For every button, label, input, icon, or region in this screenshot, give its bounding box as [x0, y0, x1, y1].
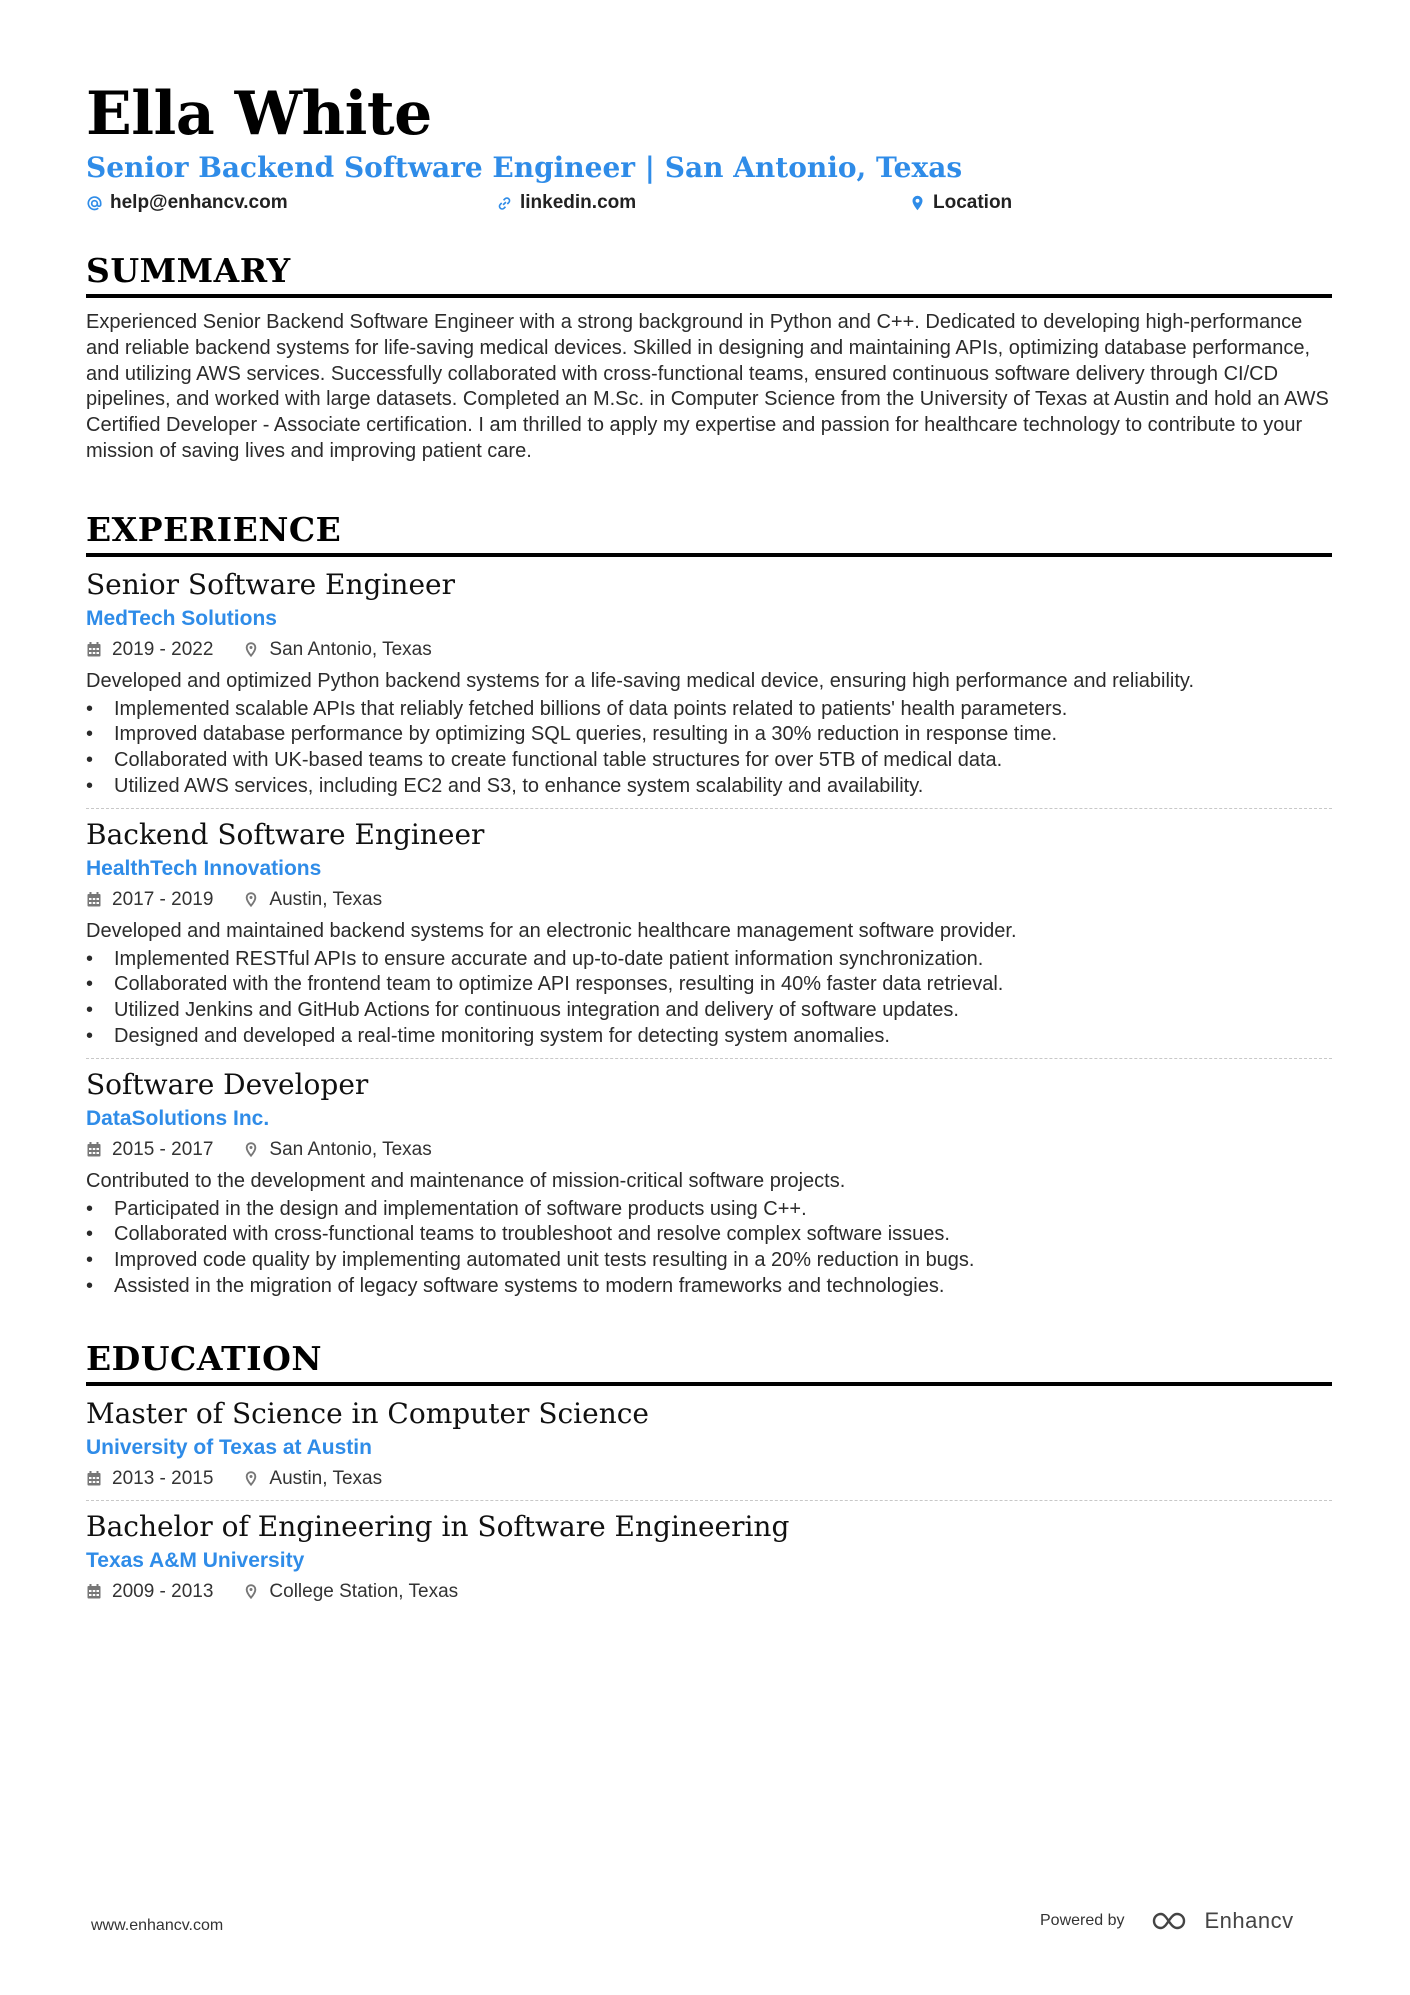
job-bullets [86, 697, 1332, 800]
footer-branding [1040, 1908, 1294, 1934]
resume-content [86, 74, 1332, 1605]
entry-divider [86, 808, 1332, 809]
job-description: Developed and optimized Python backend systems for a life-saving medical device, ensuring high performance and reliability. [86, 669, 1194, 692]
entry-divider [86, 1058, 1332, 1059]
job-dates: 2017 - 2019 [112, 888, 214, 910]
map-pin-icon [243, 1142, 259, 1158]
linkedin-text: linkedin.com [520, 192, 637, 213]
map-pin-icon [243, 1471, 259, 1487]
bullet-item: • Implemented RESTful APIs to ensure accurate and up-to-date patient information synchronization. [86, 947, 1332, 973]
map-pin-icon [243, 1584, 259, 1600]
experience-heading: EXPERIENCE [86, 509, 342, 549]
experience-entry [86, 817, 1332, 1059]
contact-bar [86, 190, 1332, 216]
bullet-item: • Assisted in the migration of legacy software systems to modern frameworks and technologies. [86, 1274, 1332, 1300]
section-divider [86, 553, 1332, 557]
school-name[interactable]: University of Texas at Austin [86, 1435, 372, 1459]
education-entry [86, 1509, 1332, 1605]
bullet-item: • Implemented scalable APIs that reliably fetched billions of data points related to patients' health parameters. [86, 697, 1332, 723]
degree-title: Master of Science in Computer Science [86, 1396, 649, 1430]
experience-entry [86, 1067, 1332, 1300]
map-pin-icon [243, 642, 259, 658]
map-pin-icon [909, 195, 925, 211]
degree-title: Bachelor of Engineering in Software Engineering [86, 1509, 790, 1543]
entry-divider [86, 1500, 1332, 1501]
bullet-item: • Participated in the design and implementation of software products using C++. [86, 1197, 1332, 1223]
summary-text: Experienced Senior Backend Software Engineer with a strong background in Python and C++. Dedicated to developing high-performance and reliable backend systems for life-saving medical devices. Skilled in designing and maintaining APIs, optimizing database performance, and utilizing AWS services. Successfully collaborated with cross-functional teams, ensured continuous software delivery through CI/CD pipelines, and worked with large datasets. Completed an M.Sc. in Computer Science from the University of Texas at Austin and hold an AWS Certified Developer - Associate certification. I am thrilled to apply my expertise and passion for healthcare technology to contribute to your mission of saving lives and improving patient care. [86, 311, 1329, 462]
contact-location [909, 192, 1012, 214]
company-name[interactable]: DataSolutions Inc. [86, 1106, 270, 1130]
job-description: Developed and maintained backend systems for an electronic healthcare management software provider. [86, 919, 1017, 942]
job-description: Contributed to the development and maintenance of mission-critical software projects. [86, 1169, 846, 1192]
company-name[interactable]: HealthTech Innovations [86, 856, 322, 880]
calendar-icon [86, 1584, 102, 1600]
candidate-headline: Senior Backend Software Engineer | San Antonio, Texas [86, 151, 963, 184]
calendar-icon [86, 642, 102, 658]
job-location-text: San Antonio, Texas [269, 1138, 432, 1160]
job-meta [86, 637, 1332, 663]
calendar-icon [86, 1471, 102, 1487]
experience-entry [86, 567, 1332, 809]
bullet-item: • Designed and developed a real-time monitoring system for detecting system anomalies. [86, 1024, 1332, 1050]
at-icon [86, 195, 102, 211]
section-divider [86, 1382, 1332, 1386]
bullet-item: • Utilized AWS services, including EC2 and S3, to enhance system scalability and availability. [86, 774, 1332, 800]
summary-heading: SUMMARY [86, 251, 291, 290]
bullet-item: • Improved database performance by optimizing SQL queries, resulting in a 30% reduction in response time. [86, 722, 1332, 748]
company-name[interactable]: MedTech Solutions [86, 606, 277, 630]
education-entry [86, 1396, 1332, 1501]
bullet-item: • Collaborated with cross-functional teams to troubleshoot and resolve complex software issues. [86, 1222, 1332, 1248]
job-bullets [86, 1197, 1332, 1300]
calendar-icon [86, 892, 102, 908]
education-meta [86, 1579, 1332, 1605]
job-location [243, 637, 431, 663]
contact-linkedin[interactable] [496, 192, 909, 214]
link-icon [496, 195, 512, 211]
summary-section [86, 250, 1332, 465]
school-name[interactable]: Texas A&M University [86, 1548, 305, 1572]
job-title: Senior Software Engineer [86, 567, 455, 601]
enhancv-logo[interactable] [1151, 1908, 1294, 1934]
education-location-text: College Station, Texas [269, 1580, 459, 1602]
job-location [243, 1137, 431, 1163]
job-title: Backend Software Engineer [86, 817, 485, 851]
education-location [243, 1466, 382, 1492]
enhancv-logo-icon [1151, 1910, 1197, 1932]
job-title: Software Developer [86, 1067, 369, 1101]
bullet-item: • Collaborated with UK-based teams to create functional table structures for over 5TB of medical data. [86, 748, 1332, 774]
job-dates: 2019 - 2022 [112, 638, 214, 660]
education-location-text: Austin, Texas [269, 1467, 383, 1489]
experience-section [86, 509, 1332, 1300]
calendar-icon [86, 1142, 102, 1158]
location-text: Location [933, 192, 1013, 213]
job-location-text: San Antonio, Texas [269, 638, 432, 660]
education-heading: EDUCATION [86, 1338, 323, 1378]
powered-by-label: Powered by [1040, 1912, 1125, 1929]
job-location-text: Austin, Texas [269, 888, 383, 910]
map-pin-icon [243, 892, 259, 908]
job-meta [86, 1137, 1332, 1163]
bullet-item: • Collaborated with the frontend team to optimize API responses, resulting in 40% faster data retrieval. [86, 972, 1332, 998]
job-location [243, 887, 382, 913]
job-dates: 2015 - 2017 [112, 1138, 214, 1160]
section-divider [86, 294, 1332, 298]
bullet-item: • Improved code quality by implementing automated unit tests resulting in a 20% reduction in bugs. [86, 1248, 1332, 1274]
education-meta [86, 1466, 1332, 1492]
education-dates: 2009 - 2013 [112, 1580, 214, 1602]
job-bullets [86, 947, 1332, 1050]
education-dates: 2013 - 2015 [112, 1467, 214, 1489]
email-text: help@enhancv.com [110, 192, 288, 213]
education-section [86, 1338, 1332, 1605]
resume-header [86, 74, 1332, 216]
brand-name: Enhancv [1204, 1908, 1294, 1933]
candidate-name: Ella White [86, 79, 432, 149]
contact-email[interactable] [86, 192, 496, 214]
education-location [243, 1579, 458, 1605]
job-meta [86, 887, 1332, 913]
footer-website[interactable]: www.enhancv.com [91, 1917, 224, 1934]
bullet-item: • Utilized Jenkins and GitHub Actions for continuous integration and delivery of software updates. [86, 998, 1332, 1024]
